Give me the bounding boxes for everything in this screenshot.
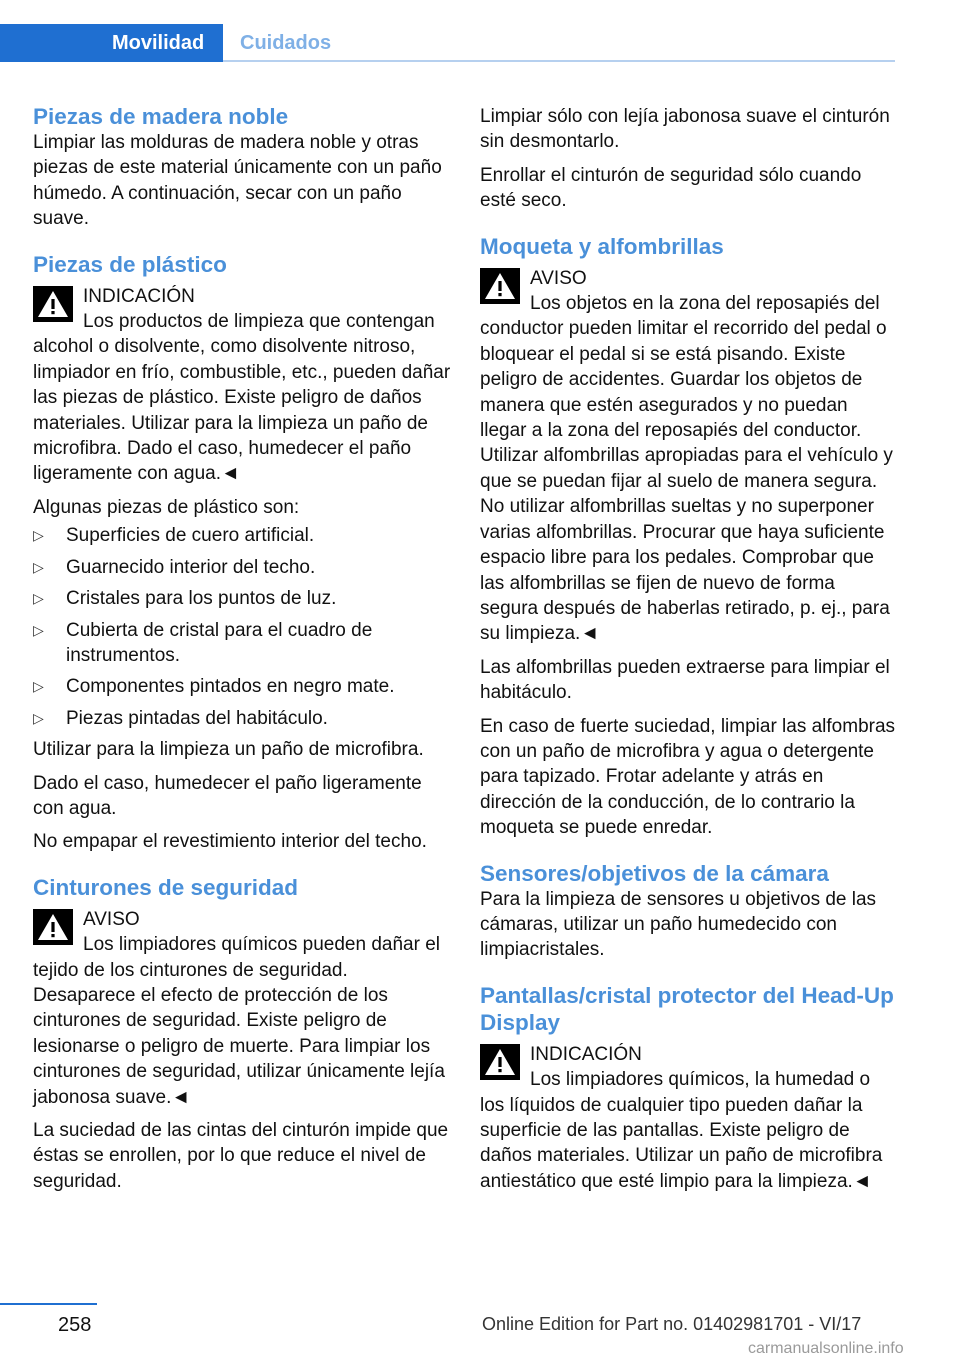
heading-madera-noble: Piezas de madera noble xyxy=(33,104,289,129)
notice-text: Los limpiadores químicos pueden dañar el tejido de los cinturones de seguridad. Desaparece el efecto de protección de los cinturones de seguridad. Existe peligro de lesionarse o peligro de muerte. Para limpiar los cinturones de seguridad, utilizar únicamente lejía jabonosa suave.◄ xyxy=(33,934,445,1108)
heading-cinturones: Cinturones de seguridad xyxy=(33,874,299,900)
warning-triangle-icon xyxy=(33,909,73,945)
notice-plastico xyxy=(33,284,451,487)
tab-movilidad[interactable] xyxy=(0,24,223,62)
bullet-arrow-icon: ▷ xyxy=(33,621,44,638)
paragraph-microfibra: Utilizar para la limpieza un paño de microfibra. xyxy=(33,739,424,761)
paragraph-intro: Algunas piezas de plástico son: xyxy=(33,496,300,518)
right-column xyxy=(480,100,898,1194)
list-item: ▷ Guarnecido interior del techo. xyxy=(33,555,451,580)
notice-title: AVISO xyxy=(530,267,587,289)
notice-text: Los productos de limpieza que contengan alcohol o disolvente, como disolvente nitroso, limpiador en frío, combustible, etc., pueden dañar las piezas de plástico. Existe peligro de daños materiales. Utilizar para la limpieza un paño de microfibra. Dado el caso, humedecer el paño ligeramente con agua.◄ xyxy=(33,311,451,485)
paragraph-sensores: Para la limpieza de sensores u objetivos de las cámaras, utilizar un paño humedecido con limpiacristales. xyxy=(480,888,877,961)
bullet-arrow-icon: ▷ xyxy=(33,709,44,726)
list-item: ▷ Cubierta de cristal para el cuadro de instrumentos. xyxy=(33,619,373,666)
notice-text: Los limpiadores químicos, la humedad o los líquidos de cualquier tipo pueden dañar la superficie de las pantallas. Existe peligro de daños materiales. Utilizar un paño de microfibra antiestático que esté limpio para la limpieza.◄ xyxy=(480,1069,883,1192)
heading-moqueta: Moqueta y alfombrillas xyxy=(480,233,724,259)
notice-pantallas xyxy=(480,1042,898,1194)
list-item: ▷ Piezas pintadas del habitáculo. xyxy=(33,706,451,731)
page-number: 258 xyxy=(58,1314,92,1336)
notice-cinturones xyxy=(33,907,451,1110)
heading-pantallas: Pantallas/cristal protector del Head-Up Display xyxy=(480,982,894,1035)
tab-movilidad-label: Movilidad xyxy=(112,32,205,54)
list-item: ▷ Cristales para los puntos de luz. xyxy=(33,586,451,611)
warning-triangle-icon xyxy=(33,286,73,322)
paragraph-humedecer: Dado el caso, humedecer el paño ligeramente con agua. xyxy=(33,772,422,819)
notice-title: INDICACIÓN xyxy=(83,285,195,307)
paragraph-techo: No empapar el revestimiento interior del techo. xyxy=(33,831,427,853)
notice-title: INDICACIÓN xyxy=(530,1043,642,1065)
bullet-arrow-icon: ▷ xyxy=(33,558,44,575)
paragraph-lejia: Limpiar sólo con lejía jabonosa suave el cinturón sin desmontarlo. xyxy=(480,106,890,153)
bullet-arrow-icon: ▷ xyxy=(33,527,44,544)
footer-divider xyxy=(0,1303,97,1305)
left-column xyxy=(33,100,451,1194)
header-divider xyxy=(223,60,895,62)
notice-moqueta xyxy=(480,266,898,647)
paragraph-fuerte-suciedad: En caso de fuerte suciedad, limpiar las alfombras con un paño de microfibra y agua o detergente para tapizado. Frotar adelante y atrás en dirección de la conducción, de lo contrario la moqueta se puede enredar. xyxy=(480,715,896,839)
paragraph-suciedad-cintas: La suciedad de las cintas del cinturón impide que éstas se enrollen, por lo que reduce el nivel de seguridad. xyxy=(33,1120,449,1192)
list-item: ▷ Componentes pintados en negro mate. xyxy=(33,674,451,699)
heading-plastico: Piezas de plástico xyxy=(33,251,227,277)
bullet-arrow-icon: ▷ xyxy=(33,590,44,607)
plastic-parts-list xyxy=(33,523,451,731)
heading-sensores: Sensores/objetivos de la cámara xyxy=(480,860,829,886)
header-tabbar xyxy=(0,24,895,62)
edition-text: Online Edition for Part no. 01402981701 - VI/17 xyxy=(482,1314,862,1334)
watermark: carmanualsonline.info xyxy=(748,1340,904,1357)
tab-cuidados[interactable]: Cuidados xyxy=(240,32,332,54)
warning-triangle-icon xyxy=(480,1044,520,1080)
paragraph-alfombrillas-extraer: Las alfombrillas pueden extraerse para limpiar el habitáculo. xyxy=(480,656,890,704)
warning-triangle-icon xyxy=(480,268,520,304)
paragraph-madera: Limpiar las molduras de madera noble y otras piezas de este material únicamente con un paño húmedo. A continuación, secar con un paño suave. xyxy=(33,132,442,230)
notice-title: AVISO xyxy=(83,908,140,930)
bullet-arrow-icon: ▷ xyxy=(33,678,44,695)
list-item: ▷ Superficies de cuero artificial. xyxy=(33,523,451,548)
paragraph-enrollar: Enrollar el cinturón de seguridad sólo cuando esté seco. xyxy=(480,164,862,212)
notice-text: Los objetos en la zona del reposapiés del conductor pueden limitar el recorrido del pedal o bloquear el pedal si se está pisando. Existe peligro de accidentes. Guardar los objetos de manera que estén asegurados y no puedan llegar a la zona del reposapiés del conductor. Utilizar alfombrillas apropiadas para el vehículo y que se puedan fijar al suelo de manera segura. No utilizar alfombrillas sueltas y no superponer varias alfombrillas. Procurar que haya suficiente espacio libre para los pedales. Comprobar que las alfombrillas se fijen de nuevo de forma segura después de haberlas retirado, p. ej., para su limpieza.◄ xyxy=(480,293,893,645)
